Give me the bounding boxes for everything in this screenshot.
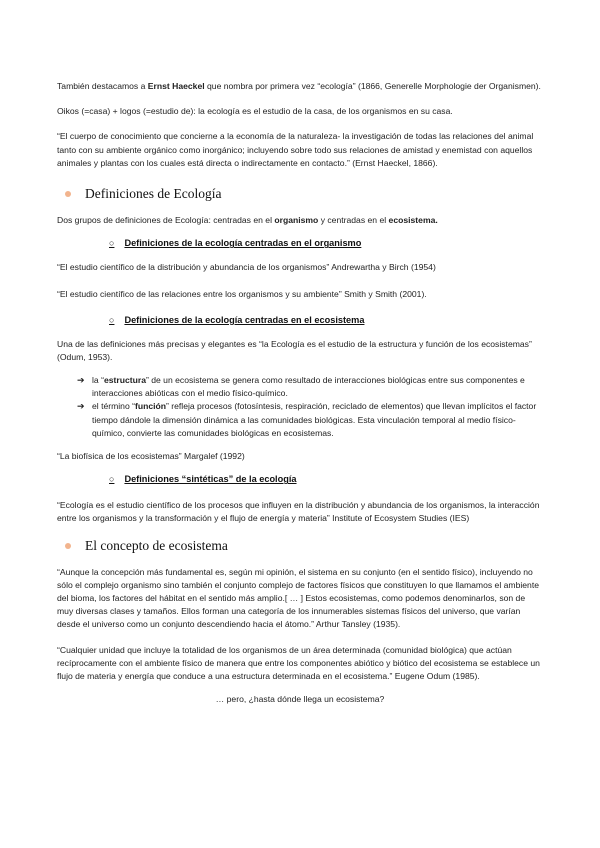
closing-question: … pero, ¿hasta dónde llega un ecosistema? (215, 694, 385, 705)
ies-definition: “Ecología es el estudio científico de los procesos que influyen en la distribución y abundancia de los organismos, la interacción entre los organismos y la transformación y el flujo de energía y materia” Institute of Ecosystem Studies (IES) (57, 500, 540, 524)
bold-text: organismo (274, 215, 319, 226)
haeckel-quote: “El cuerpo de conocimiento que concierne a la economía de la naturaleza- la investigación de todas las relaciones del animal tanto con su ambiente orgánico como inorgánico; incluyendo sobre todo sus relaciones de amistad y enemistad con aquellos animales y plantas con los cuales está directa o indirectamente en contacto.” (Ernst Haeckel, 1866). (57, 131, 534, 168)
arrow-right-icon: ➔ (77, 401, 85, 412)
odum-quote: “Cualquier unidad que incluye la totalidad de los organismos de un área determinada (comunidad biológica) que actúan recíprocamente con el ambiente físico de manera que entre los componentes abiótico y biótico del ecosistema se establece un flujo de materia y energía que conduce a una estructura determinada en el ecosistema.” Eugene Odum (1985). (57, 644, 540, 682)
definition-andrewartha: “El estudio científico de la distribución y abundancia de los organismos” Andrewartha y Birch (1954) (57, 262, 436, 273)
document-page (57, 80, 543, 706)
intro-paragraph-oikos: Oikos (=casa) + logos (=estudio de): la ecología es el estudio de la casa, de los organismos en su casa. (57, 106, 453, 117)
subheading-text: Definiciones “sintéticas” de la ecología (124, 474, 297, 485)
intro-paragraph-haeckel (57, 80, 543, 93)
tansley-quote: “Aunque la concepción más fundamental es, según mi opinión, el sistema en su conjunto (en el sentido físico), incluyendo no sólo el complejo organismo sino también el conjunto complejo de factores físicos que constituyen lo que llamamos el ambiente del bioma, los factores del hábitat en el sentido más amplio.[ … ] Estos ecosistemas, como podemos denominarlos, son de muy diversas clases y tamaños. Ellos forman una categoría de los innumerables sistemas físicos del universo, que varían desde el universo como un conjunto descendiendo hacia el átomo.” Arthur Tansley (1935). (57, 566, 539, 630)
text: ” de un ecosistema se genera como resultado de interacciones biológicas entre sus componentes e interacciones abióticas con el medio físico-químico. (92, 375, 525, 399)
text: el término “ (92, 401, 135, 412)
text: ” refleja procesos (fotosíntesis, respiración, reciclado de elementos) que llevan implícitos el factor tiempo dándole la dimensión dinámica a las comunidades biológicas. Esta vinculación temporal al medio físico-químico, convierte las comunidades biológicas en ecosistemas. (92, 401, 537, 438)
subheading-text: Definiciones de la ecología centradas en el ecosistema (124, 314, 365, 325)
text: y centradas en el (318, 215, 389, 226)
section-heading-ecosistema (57, 536, 543, 556)
bold-text: función (134, 401, 167, 412)
bold-text: estructura (103, 375, 146, 386)
arrow-right-icon: ➔ (77, 375, 85, 386)
margalef-definition: “La biofísica de los ecosistemas” Margalef (1992) (57, 451, 245, 462)
ring-bullet-icon: ○ (109, 238, 115, 249)
ring-bullet-icon: ○ (109, 474, 115, 485)
arrow-list (57, 374, 543, 440)
section-heading-definiciones (57, 184, 543, 204)
subheading-text: Definiciones de la ecología centradas en el organismo (124, 238, 362, 249)
definitions-intro (57, 214, 543, 227)
bullet-icon (65, 543, 71, 549)
heading-text: Definiciones de Ecología (85, 186, 222, 202)
text: Dos grupos de definiciones de Ecología: centradas en el (57, 215, 275, 226)
list-item-estructura (77, 374, 543, 400)
bold-text: Ernst Haeckel (147, 81, 205, 91)
subheading-sinteticas (57, 471, 543, 487)
ring-bullet-icon: ○ (109, 314, 115, 325)
bold-text: ecosistema. (388, 215, 438, 226)
heading-text: El concepto de ecosistema (85, 537, 228, 553)
definition-smith: “El estudio científico de las relaciones entre los organismos y su ambiente” Smith y Smith (2001). (57, 289, 427, 300)
text: la “ (92, 375, 104, 386)
text: que nombra por primera vez “ecología” (1866, Generelle Morphologie der Organismen). (204, 81, 541, 91)
text: También destacamos a (57, 81, 148, 91)
subheading-ecosistema (57, 312, 543, 328)
list-item-funcion (77, 400, 543, 440)
odum-definition: Una de las definiciones más precisas y elegantes es “la Ecología es el estudio de la estructura y función de los ecosistemas” (Odum, 1953). (57, 338, 532, 362)
subheading-organismo (57, 235, 543, 251)
bullet-icon (65, 191, 71, 197)
